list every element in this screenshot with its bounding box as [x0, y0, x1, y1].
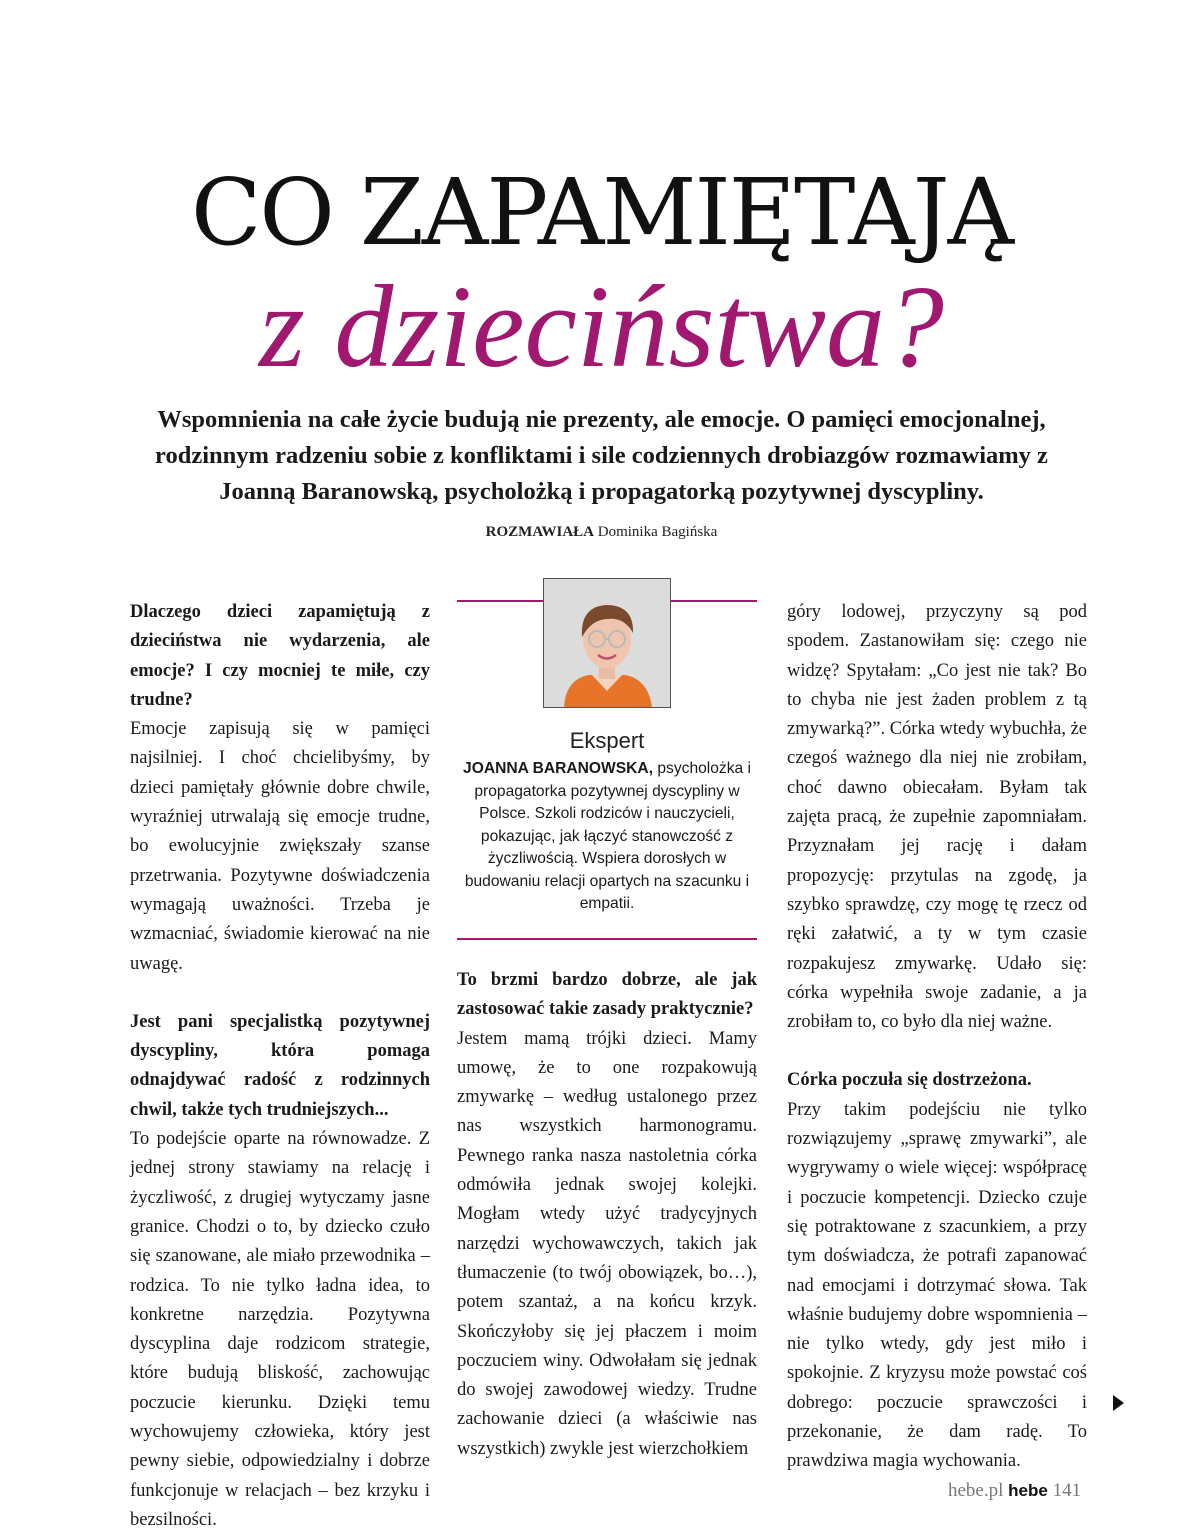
answer-1: Emocje zapisują się w pamięci najsilniej. I choć chcielibyśmy, by dzieci pamiętały głównie dobre chwile, wyraźniej utrwalają się emocje trudne, bo ewolucyjnie zwiększały szanse przetrwania. Pozytywne doświadczenia wymagają uważności. Trzeba je wzmacniać, świadomie kierować na nie uwagę.	[130, 719, 430, 974]
expert-bio	[457, 758, 757, 916]
question-1: Dlaczego dzieci zapamiętują z dzieciństwa nie wydarzenia, ale emocje? I czy mocniej te miłe, czy trudne?	[130, 602, 430, 710]
byline-author: Dominika Bagińska	[597, 524, 718, 540]
answer-2: To podejście oparte na równowadze. Z jednej strony stawiamy na relację i życzliwość, z drugiej wytyczamy jasne granice. Chodzi o to, by dziecko czuło się szanowane, ale miało przewodnika – rodzica. To nie tylko ładna idea, to konkretne narzędzia. Pozytywna dyscyplina daje rodzicom strategie, które budują bliskość, zachowując poczucie kierunku. Dzięki temu wychowujemy człowieka, który jest pewny siebie, odpowiedzialny i dobrze funkcjonuje w relacjach – bez krzyku i bezsilności.	[130, 1129, 430, 1530]
column-3	[787, 598, 1087, 1477]
headline-line1: CO ZAPAMIĘTAJĄ	[190, 159, 1013, 266]
expert-name: JOANNA BARANOWSKA,	[463, 760, 654, 777]
footer-site: hebe.pl	[948, 1480, 1004, 1501]
page-footer	[948, 1480, 1081, 1502]
answer-3: Jestem mamą trójki dzieci. Mamy umowę, że to one rozpakowują zmywarkę – według ustalonego przez nas wszystkich harmonogramu. Pewnego ranka nasza nastoletnia córka odmówiła jednak swojej kolejki. Mogłam wtedy użyć tradycyjnych narzędzi wychowawczych, takich jak tłumaczenie (to twój obowiązek, bo…), potem szantaż, a na końcu krzyk. Skończyłoby się jej płaczem i moim poczuciem winy. Odwołałam się jednak do swojej zawodowej wiedzy. Trudne zachowanie dzieci (a właściwie nas wszystkich) zwykle jest wierzchołkiem	[457, 1028, 757, 1459]
answer-3-continued: góry lodowej, przyczyny są pod spodem. Zastanowiłam się: czego nie widzę? Spytałam: „Co jest nie tak? Bo to chyba nie jest żaden problem z tą zmywarką?”. Córka wtedy wybuchła, że czegoś ważnego dla niej nie zrobiłam, choć dawno obiecałam. Byłam tak zajęta pracą, że zupełnie zapomniałam. Przyznałam jej rację i dałam propozycję: przytulas na zgodę, ja szybko sprawdzę, czy mogę tę rzecz od ręki załatwić, a ty w tym czasie rozpakujesz zmywarkę. Udało się: córka wypełniła swoje zadanie, a ja zrobiłam to, co było dla niej ważne.	[787, 602, 1087, 1033]
footer-brand: hebe	[1008, 1481, 1048, 1500]
expert-heading: Ekspert	[569, 728, 645, 753]
byline	[0, 524, 1203, 541]
expert-photo	[543, 578, 671, 708]
byline-label: ROZMAWIAŁA	[485, 524, 594, 540]
page-number: 141	[1052, 1480, 1082, 1501]
lead-paragraph: Wspomnienia na całe życie budują nie prezenty, ale emocje. O pamięci emocjonalnej, rodzinnym radzeniu sobie z konfliktami i sile codziennych drobiazgów rozmawiamy z Joanną Baranowską, psycholożką i propagatorką pozytywnej dyscypliny.	[155, 406, 1048, 505]
expert-description: psycholożka i propagatorka pozytywnej dyscypliny w Polsce. Szkoli rodziców i nauczycieli, pokazując, jak łączyć stanowczość z życzliwością. Wspiera dorosłych w budowaniu relacji opartych na szacunku i empatii.	[464, 760, 751, 912]
column-2	[457, 966, 757, 1464]
expert-bottom-rule	[457, 938, 757, 940]
column-1	[130, 598, 430, 1535]
question-2: Jest pani specjalistką pozytywnej dyscypliny, która pomaga odnajdywać radość z rodzinnych chwil, także tych trudniejszych...	[130, 1011, 430, 1120]
triangle-right-icon	[1113, 1395, 1124, 1411]
question-3: To brzmi bardzo dobrze, ale jak zastosować takie zasady praktycznie?	[457, 970, 757, 1020]
portrait-illustration	[544, 579, 670, 707]
question-4: Córka poczuła się dostrzeżona.	[787, 1070, 1032, 1091]
answer-4: Przy takim podejściu nie tylko rozwiązujemy „sprawę zmywarki”, ale wygrywamy o wiele więcej: współpracę i poczucie kompetencji. Dziecko czuje się potraktowane z szacunkiem, a przy tym doświadcza, że potrafi zapanować nad emocjami i dotrzymać słowa. Tak właśnie budujemy dobre wspomnienia – nie tylko wtedy, gdy jest miło i spokojnie. Z kryzysu może powstać coś dobrego: poczucie sprawczości i przekonanie, że dam radę. To prawdziwa magia wychowania.	[787, 1099, 1087, 1472]
headline-line2: z dzieciństwa?	[258, 261, 945, 392]
